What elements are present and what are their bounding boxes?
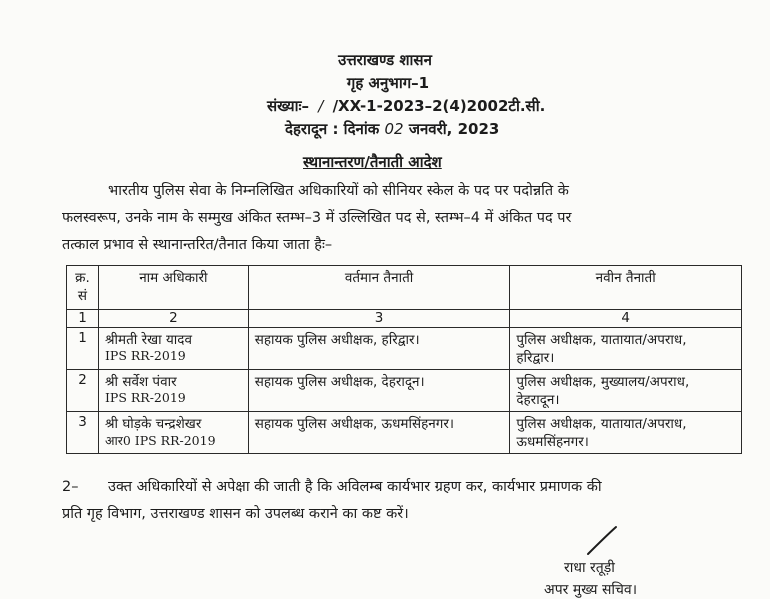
column-number: 1 <box>67 310 99 328</box>
new-posting-line1: पुलिस अधीक्षक, यातायात/अपराध, <box>516 416 687 432</box>
header-current-posting: वर्तमान तैनाती <box>248 266 510 310</box>
officer-name: श्रीमती रेखा यादव <box>104 332 192 348</box>
place-date-line <box>285 119 499 139</box>
transfer-table <box>66 265 742 454</box>
new-posting-line1: पुलिस अधीक्षक, यातायात/अपराध, <box>516 332 687 348</box>
current-posting: सहायक पुलिस अधीक्षक, ऊधमसिंहनगर। <box>248 412 510 454</box>
table-row <box>67 370 742 412</box>
order-number-value: /XX-1-2023–2(4)2002टी.सी. <box>332 97 546 115</box>
officer-service: IPS RR-2019 <box>104 390 186 405</box>
office-title: उत्तराखण्ड शासन <box>338 51 432 69</box>
date-suffix: जनवरी, 2023 <box>408 120 500 138</box>
column-number: 4 <box>510 310 742 328</box>
officer-name: श्री घोड़के चन्द्रशेखर <box>104 416 202 432</box>
officer-cell <box>98 328 248 370</box>
row-serial: 2 <box>67 370 99 412</box>
order-number <box>267 96 545 116</box>
para2-line-1: उक्त अधिकारियों से अपेक्षा की जाती है कि अविलम्ब कार्यभार ग्रहण कर, कार्यभार प्रमाणक की <box>108 479 602 495</box>
new-posting-line2: देहरादून। <box>516 392 560 408</box>
row-serial: 3 <box>67 412 99 454</box>
order-number-handwritten: / <box>318 97 324 115</box>
signatory-name: राधा रतूड़ी <box>564 560 615 576</box>
officer-cell <box>98 412 248 454</box>
new-posting-line2: हरिद्वार। <box>516 350 555 366</box>
new-posting <box>510 370 742 412</box>
officer-service: IPS RR-2019 <box>104 348 186 363</box>
intro-line-3: तत्काल प्रभाव से स्थानान्तरित/तैनात किया जाता हैः– <box>62 237 333 253</box>
table-header-row <box>67 266 742 310</box>
current-posting: सहायक पुलिस अधीक्षक, देहरादून। <box>248 370 510 412</box>
signature-scribble <box>582 524 620 558</box>
row-serial: 1 <box>67 328 99 370</box>
header-new-posting: नवीन तैनाती <box>510 266 742 310</box>
table-row <box>67 328 742 370</box>
officer-cell <box>98 370 248 412</box>
new-posting <box>510 412 742 454</box>
table-row <box>67 412 742 454</box>
intro-line-1: भारतीय पुलिस सेवा के निम्नलिखित अधिकारियों को सीनियर स्केल के पद पर पदोन्नति के <box>108 183 569 199</box>
officer-name: श्री सर्वेश पंवार <box>104 374 177 390</box>
signatory-designation: अपर मुख्य सचिव। <box>544 582 638 598</box>
para2-number: 2– <box>62 479 79 495</box>
header-officer-name: नाम अधिकारी <box>98 266 248 310</box>
officer-service: आर0 IPS RR-2019 <box>104 433 216 448</box>
column-number: 3 <box>248 310 510 328</box>
order-number-label: संख्याः– <box>267 97 310 115</box>
intro-line-2: फलस्वरूप, उनके नाम के सम्मुख अंकित स्तम्भ–3 में उल्लिखित पद से, स्तम्भ–4 में अंकित पद पर <box>62 210 572 226</box>
para2-line-2: प्रति गृह विभाग, उत्तराखण्ड शासन को उपलब्ध कराने का कष्ट करें। <box>62 506 409 522</box>
department-section: गृह अनुभाग–1 <box>346 74 430 92</box>
header-serial: क्र. सं <box>67 266 99 310</box>
column-number: 2 <box>98 310 248 328</box>
column-number-row <box>67 310 742 328</box>
date-handwritten: 02 <box>384 120 404 138</box>
place-date-prefix: देहरादून : दिनांक <box>285 120 380 138</box>
new-posting <box>510 328 742 370</box>
new-posting-line1: पुलिस अधीक्षक, मुख्यालय/अपराध, <box>516 374 690 390</box>
current-posting: सहायक पुलिस अधीक्षक, हरिद्वार। <box>248 328 510 370</box>
new-posting-line2: ऊधमसिंहनगर। <box>516 434 589 450</box>
order-subject: स्थानान्तरण/तैनाती आदेश <box>303 153 442 171</box>
